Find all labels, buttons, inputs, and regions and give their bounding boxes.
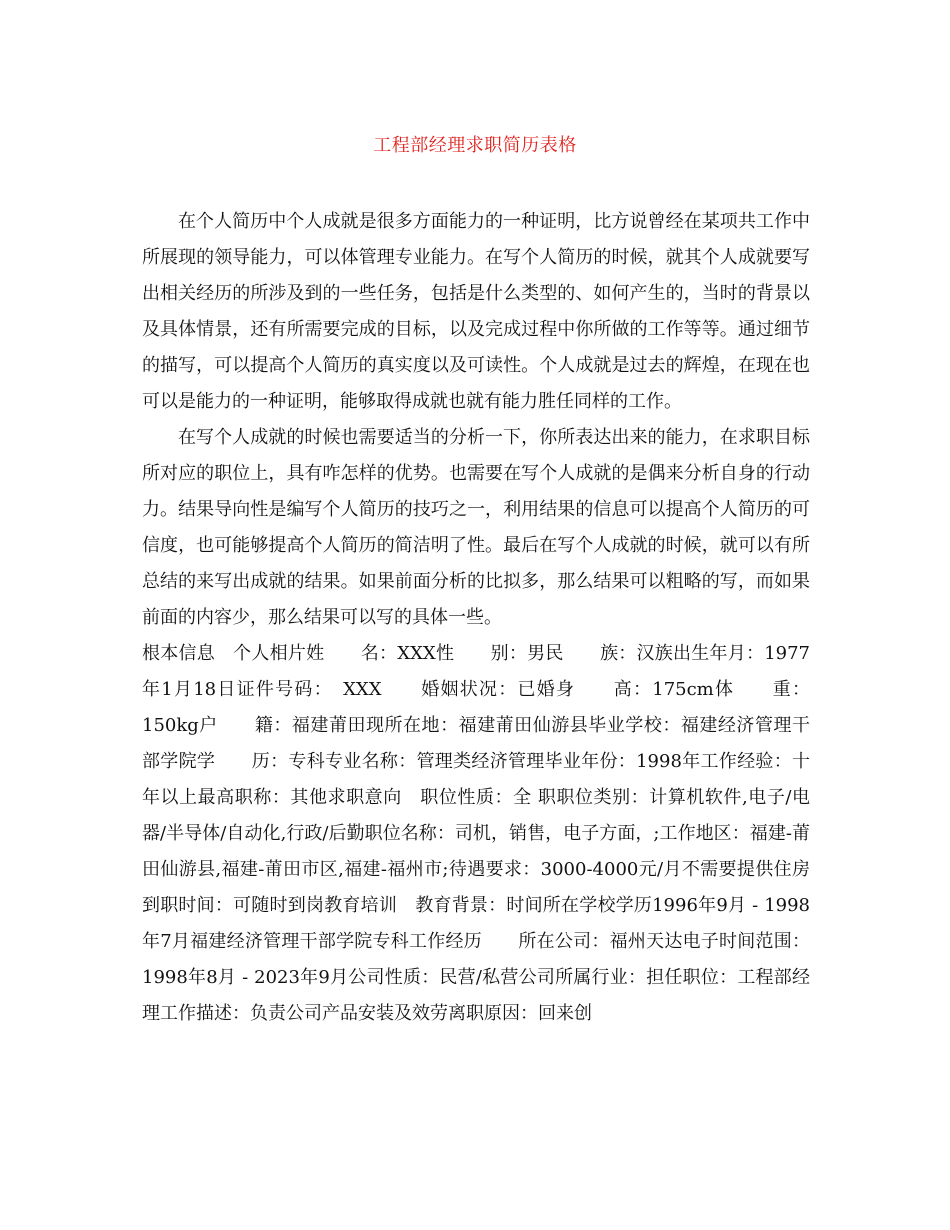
- document-body: [142, 204, 810, 1032]
- paragraph-resume-details: 根本信息 个人相片姓 名：XXX性 别：男民 族：汉族出生年月：1977年1月18日证件号码： XXX 婚姻状况：已婚身 高：175cm体 重：150kg户 籍：福建莆田现所在地：福建莆田仙游县毕业学校：福建经济管理干部学院学 历：专科专业名称：管理类经济管理毕业年份：1998年工作经验：十年以上最高职称：其他求职意向 职位性质：全 职职位类别：计算机软件,电子/电器/半导体/自动化,行政/后勤职位名称：司机，销售，电子方面，;工作地区：福建-莆田仙游县,福建-莆田市区,福建-福州市;待遇要求：3000-4000元/月不需要提供住房到职时间：可随时到岗教育培训 教育背景：时间所在学校学历1996年9月 - 1998年7月福建经济管理干部学院专科工作经历 所在公司：福州天达电子时间范围：1998年8月 - 2023年9月公司性质：民营/私营公司所属行业：担任职位：工程部经理工作描述：负责公司产品安装及效劳离职原因：回来创: [142, 643, 810, 1024]
- paragraph-personal-achievement: 在个人简历中个人成就是很多方面能力的一种证明，比方说曾经在某项共工作中所展现的领导能力，可以体管理专业能力。在写个人简历的时候，就其个人成就要写出相关经历的所涉及到的一些任务，包括是什么类型的、如何产生的，当时的背景以及具体情景，还有所需要完成的目标，以及完成过程中你所做的工作等等。通过细节的描写，可以提高个人简历的真实度以及可读性。个人成就是过去的辉煌，在现在也可以是能力的一种证明，能够取得成就也就有能力胜任同样的工作。: [142, 211, 810, 412]
- document-title: 工程部经理求职简历表格: [373, 135, 577, 156]
- paragraph-analysis: 在写个人成就的时候也需要适当的分析一下，你所表达出来的能力，在求职目标所对应的职位上，具有咋怎样的优势。也需要在写个人成就的是偶来分析自身的行动力。结果导向性是编写个人简历的技巧之一，利用结果的信息可以提高个人简历的可信度，也可能够提高个人简历的简洁明了性。最后在写个人成就的时候，就可以有所总结的来写出成就的结果。如果前面分析的比拟多，那么结果可以粗略的写，而如果前面的内容少，那么结果可以写的具体一些。: [142, 427, 810, 628]
